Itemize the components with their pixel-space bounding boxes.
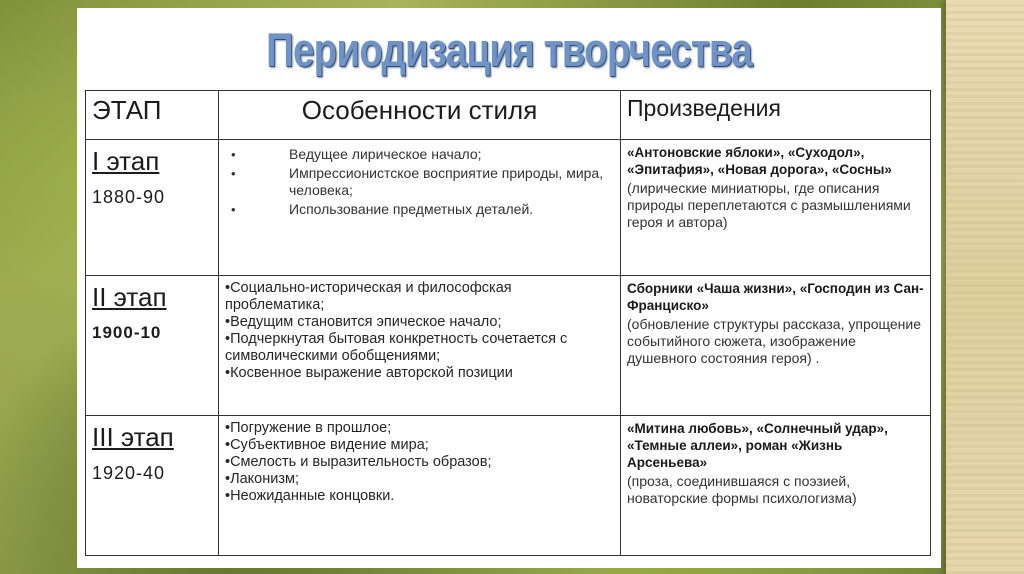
table-row: [86, 276, 931, 416]
slide-title: Периодизация творчества: [266, 23, 752, 76]
stage-name: II этап: [92, 282, 167, 312]
stage-years: 1920-40: [92, 463, 166, 483]
feature-item: • Погружение в прошлое;: [225, 420, 614, 437]
features-cell: [219, 140, 621, 276]
feature-item: • Импрессионистское восприятие природы, мира, человека;: [225, 165, 614, 199]
parchment-strip: [946, 0, 1024, 574]
stage-cell: [86, 140, 219, 276]
works-note: (проза, соединившаяся с поэзией, новаторские формы психологизма): [627, 473, 857, 506]
works-cell: [621, 276, 931, 416]
table-row: [86, 416, 931, 556]
stage-years: 1900-10: [92, 323, 162, 342]
stage-years: 1880-90: [92, 187, 166, 207]
feature-item: • Подчеркнутая бытовая конкретность сочетается с символическими обобщениями;: [225, 331, 614, 365]
works-titles: Сборники «Чаша жизни», «Господин из Сан-Франциско»: [627, 281, 924, 313]
feature-item: • Ведущее лирическое начало;: [225, 146, 614, 163]
table-header-row: [86, 91, 931, 140]
feature-item: • Социально-историческая и философская проблематика;: [225, 280, 614, 314]
feature-item: • Смелость и выразительность образов;: [225, 454, 614, 471]
stage-cell: [86, 416, 219, 556]
header-works: Произведения: [621, 91, 931, 140]
periodization-table: [85, 90, 931, 556]
stage-name: I этап: [92, 146, 160, 176]
features-list: [225, 420, 614, 505]
feature-item: • Лаконизм;: [225, 471, 614, 488]
works-titles: «Антоновские яблоки», «Суходол», «Эпитафия», «Новая дорога», «Сосны»: [627, 145, 892, 177]
works-titles: «Митина любовь», «Солнечный удар», «Темные аллеи», роман «Жизнь Арсеньева»: [627, 421, 888, 470]
features-list: [225, 146, 614, 218]
feature-item: • Косвенное выражение авторской позиции: [225, 365, 614, 382]
features-cell: [219, 276, 621, 416]
feature-item: • Использование предметных деталей.: [225, 201, 614, 218]
stage-name: III этап: [92, 422, 174, 452]
works-note: (обновление структуры рассказа, упрощение событийного сюжета, изображение душевного состояния героя) .: [627, 316, 922, 366]
stage-cell: [86, 276, 219, 416]
works-cell: [621, 416, 931, 556]
header-stage: ЭТАП: [86, 91, 219, 140]
header-style: Особенности стиля: [219, 91, 621, 140]
features-list: [225, 280, 614, 382]
slide-card: [77, 8, 941, 568]
table-row: [86, 140, 931, 276]
works-note: (лирические миниатюры, где описания природы переплетаются с размышлениями героя и автора): [627, 180, 911, 230]
features-cell: [219, 416, 621, 556]
feature-item: • Субъективное видение мира;: [225, 437, 614, 454]
feature-item: • Неожиданные концовки.: [225, 488, 614, 505]
feature-item: • Ведущим становится эпическое начало;: [225, 314, 614, 331]
works-cell: [621, 140, 931, 276]
